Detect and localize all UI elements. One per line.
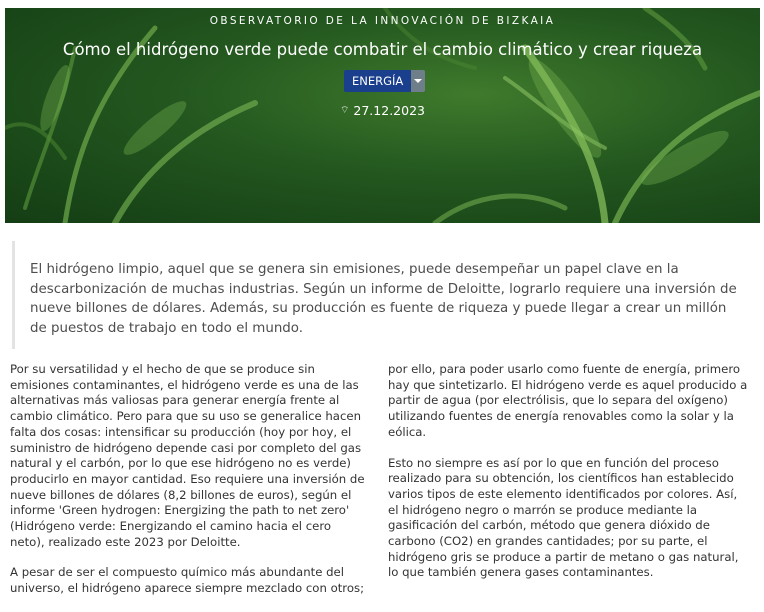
lead-paragraph: El hidrógeno limpio, aquel que se genera sin emisiones, puede desempeñar un papel clave en la descarbonización de muchas industrias. Según un informe de Deloitte, lograrlo requiere una inversión de nueve billones de dólares. Además, su producción es fuente de riqueza y puede llegar a crear un millón de puestos de trabajo en todo el mundo. <box>30 262 737 336</box>
body-paragraph: A pesar de ser el compuesto químico más abundante del universo, el hidrógeno aparece siempre mezclado con otros; <box>10 565 365 596</box>
caret-down-icon <box>414 79 422 83</box>
article-title: Cómo el hidrógeno verde puede combatir el cambio climático y crear riqueza <box>62 40 703 59</box>
body-paragraph: Por su versatilidad y el hecho de que se produce sin emisiones contaminantes, el hidrógeno verde es una de las alternativas más valiosas para generar energía frente al cambio climático. Pero para que su uso se generalice hacen falta dos cosas: intensificar su producción (hoy por hoy, el suministro de hidrógeno depende casi por completo del gas natural y el carbón, por lo que ese hidrógeno no es verde) producirlo en mayor cantidad. Eso requiere una inversión de nueve billones de dólares (8,2 billones de euros), según el informe 'Green hydrogen: Energizing the path to net zero' (Hidrógeno verde: Energizando el camino hacia el cero neto), realizado este 2023 por Deloitte. <box>10 362 365 549</box>
publish-date <box>5 103 760 118</box>
body-column-right <box>388 362 750 596</box>
site-brand[interactable]: OBSERVATORIO DE LA INNOVACIÓN DE BIZKAIA <box>209 15 556 27</box>
date-text: 27.12.2023 <box>353 103 425 118</box>
lead-quote <box>12 241 755 349</box>
body-paragraph: por ello, para poder usarlo como fuente de energía, primero hay que sintetizarlo. El hidrógeno verde es aquel producido a partir de agua (por electrólisis, que lo separa del oxígeno) utilizando fuentes de energía renovables como la solar y la eólica. <box>388 362 748 439</box>
category-toggle[interactable] <box>411 70 425 92</box>
body-column-left <box>10 362 368 612</box>
body-paragraph: Esto no siempre es así por lo que en función del proceso realizado para su obtención, los científicos han establecido varios tipos de este elemento identificados por colores. Así, el hidrógeno negro o marrón se produce mediante la gasificación del carbón, método que genera dióxido de carbono (CO2) en grandes cantidades; por su parte, el hidrógeno gris se produce a partir de metano o gas natural, lo que también genera gases contaminantes. <box>388 455 739 580</box>
hero-banner <box>5 8 760 223</box>
rss-icon: ⌔ <box>340 105 350 116</box>
category-label[interactable]: ENERGÍA <box>344 70 411 92</box>
category-dropdown[interactable] <box>344 70 425 92</box>
